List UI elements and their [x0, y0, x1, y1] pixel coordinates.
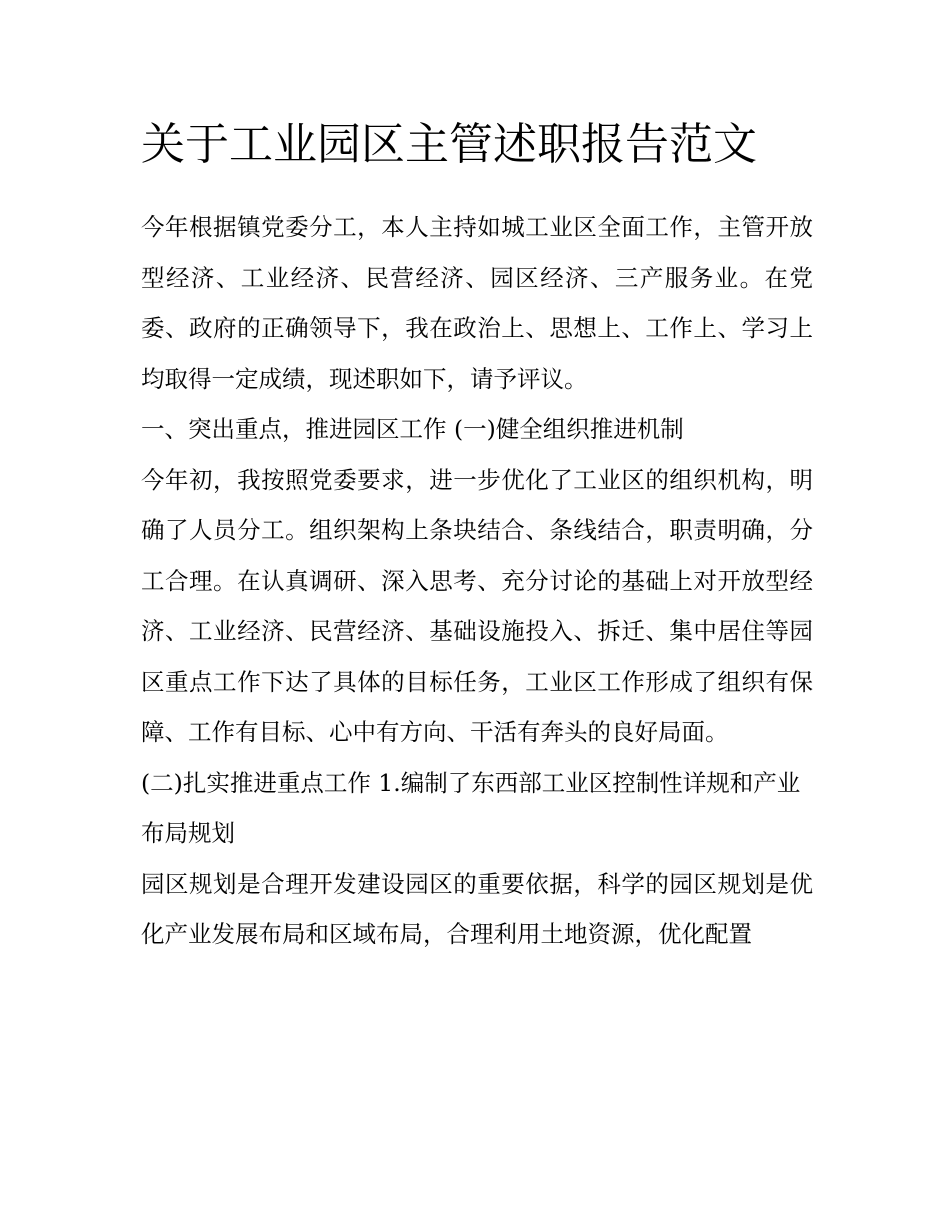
paragraph-planning: 园区规划是合理开发建设园区的重要依据，科学的园区规划是优化产业发展布局和区域布局，合理利用土地资源，优化配置: [141, 869, 813, 948]
section-heading-1: 一、突出重点，推进园区工作 (一)健全组织推进机制: [141, 415, 684, 443]
document-body: [141, 108, 813, 960]
document-title: 关于工业园区主管述职报告范文: [141, 119, 757, 170]
paragraph-organization: 今年初，我按照党委要求，进一步优化了工业区的组织机构，明确了人员分工。组织架构上条块结合、条线结合，职责明确，分工合理。在认真调研、深入思考、充分讨论的基础上对开放型经济、工业经济、民营经济、基础设施投入、拆迁、集中居住等园区重点工作下达了具体的目标任务，工业区工作形成了组织有保障、工作有目标、心中有方向、干活有奔头的良好局面。: [141, 465, 813, 746]
paragraph-intro: 今年根据镇党委分工，本人主持如城工业区全面工作，主管开放型经济、工业经济、民营经济、园区经济、三产服务业。在党委、政府的正确领导下，我在政治上、思想上、工作上、学习上均取得一定成绩，现述职如下，请予评议。: [141, 213, 813, 393]
section-heading-2: (二)扎实推进重点工作 1.编制了东西部工业区控制性详规和产业布局规划: [141, 768, 801, 847]
